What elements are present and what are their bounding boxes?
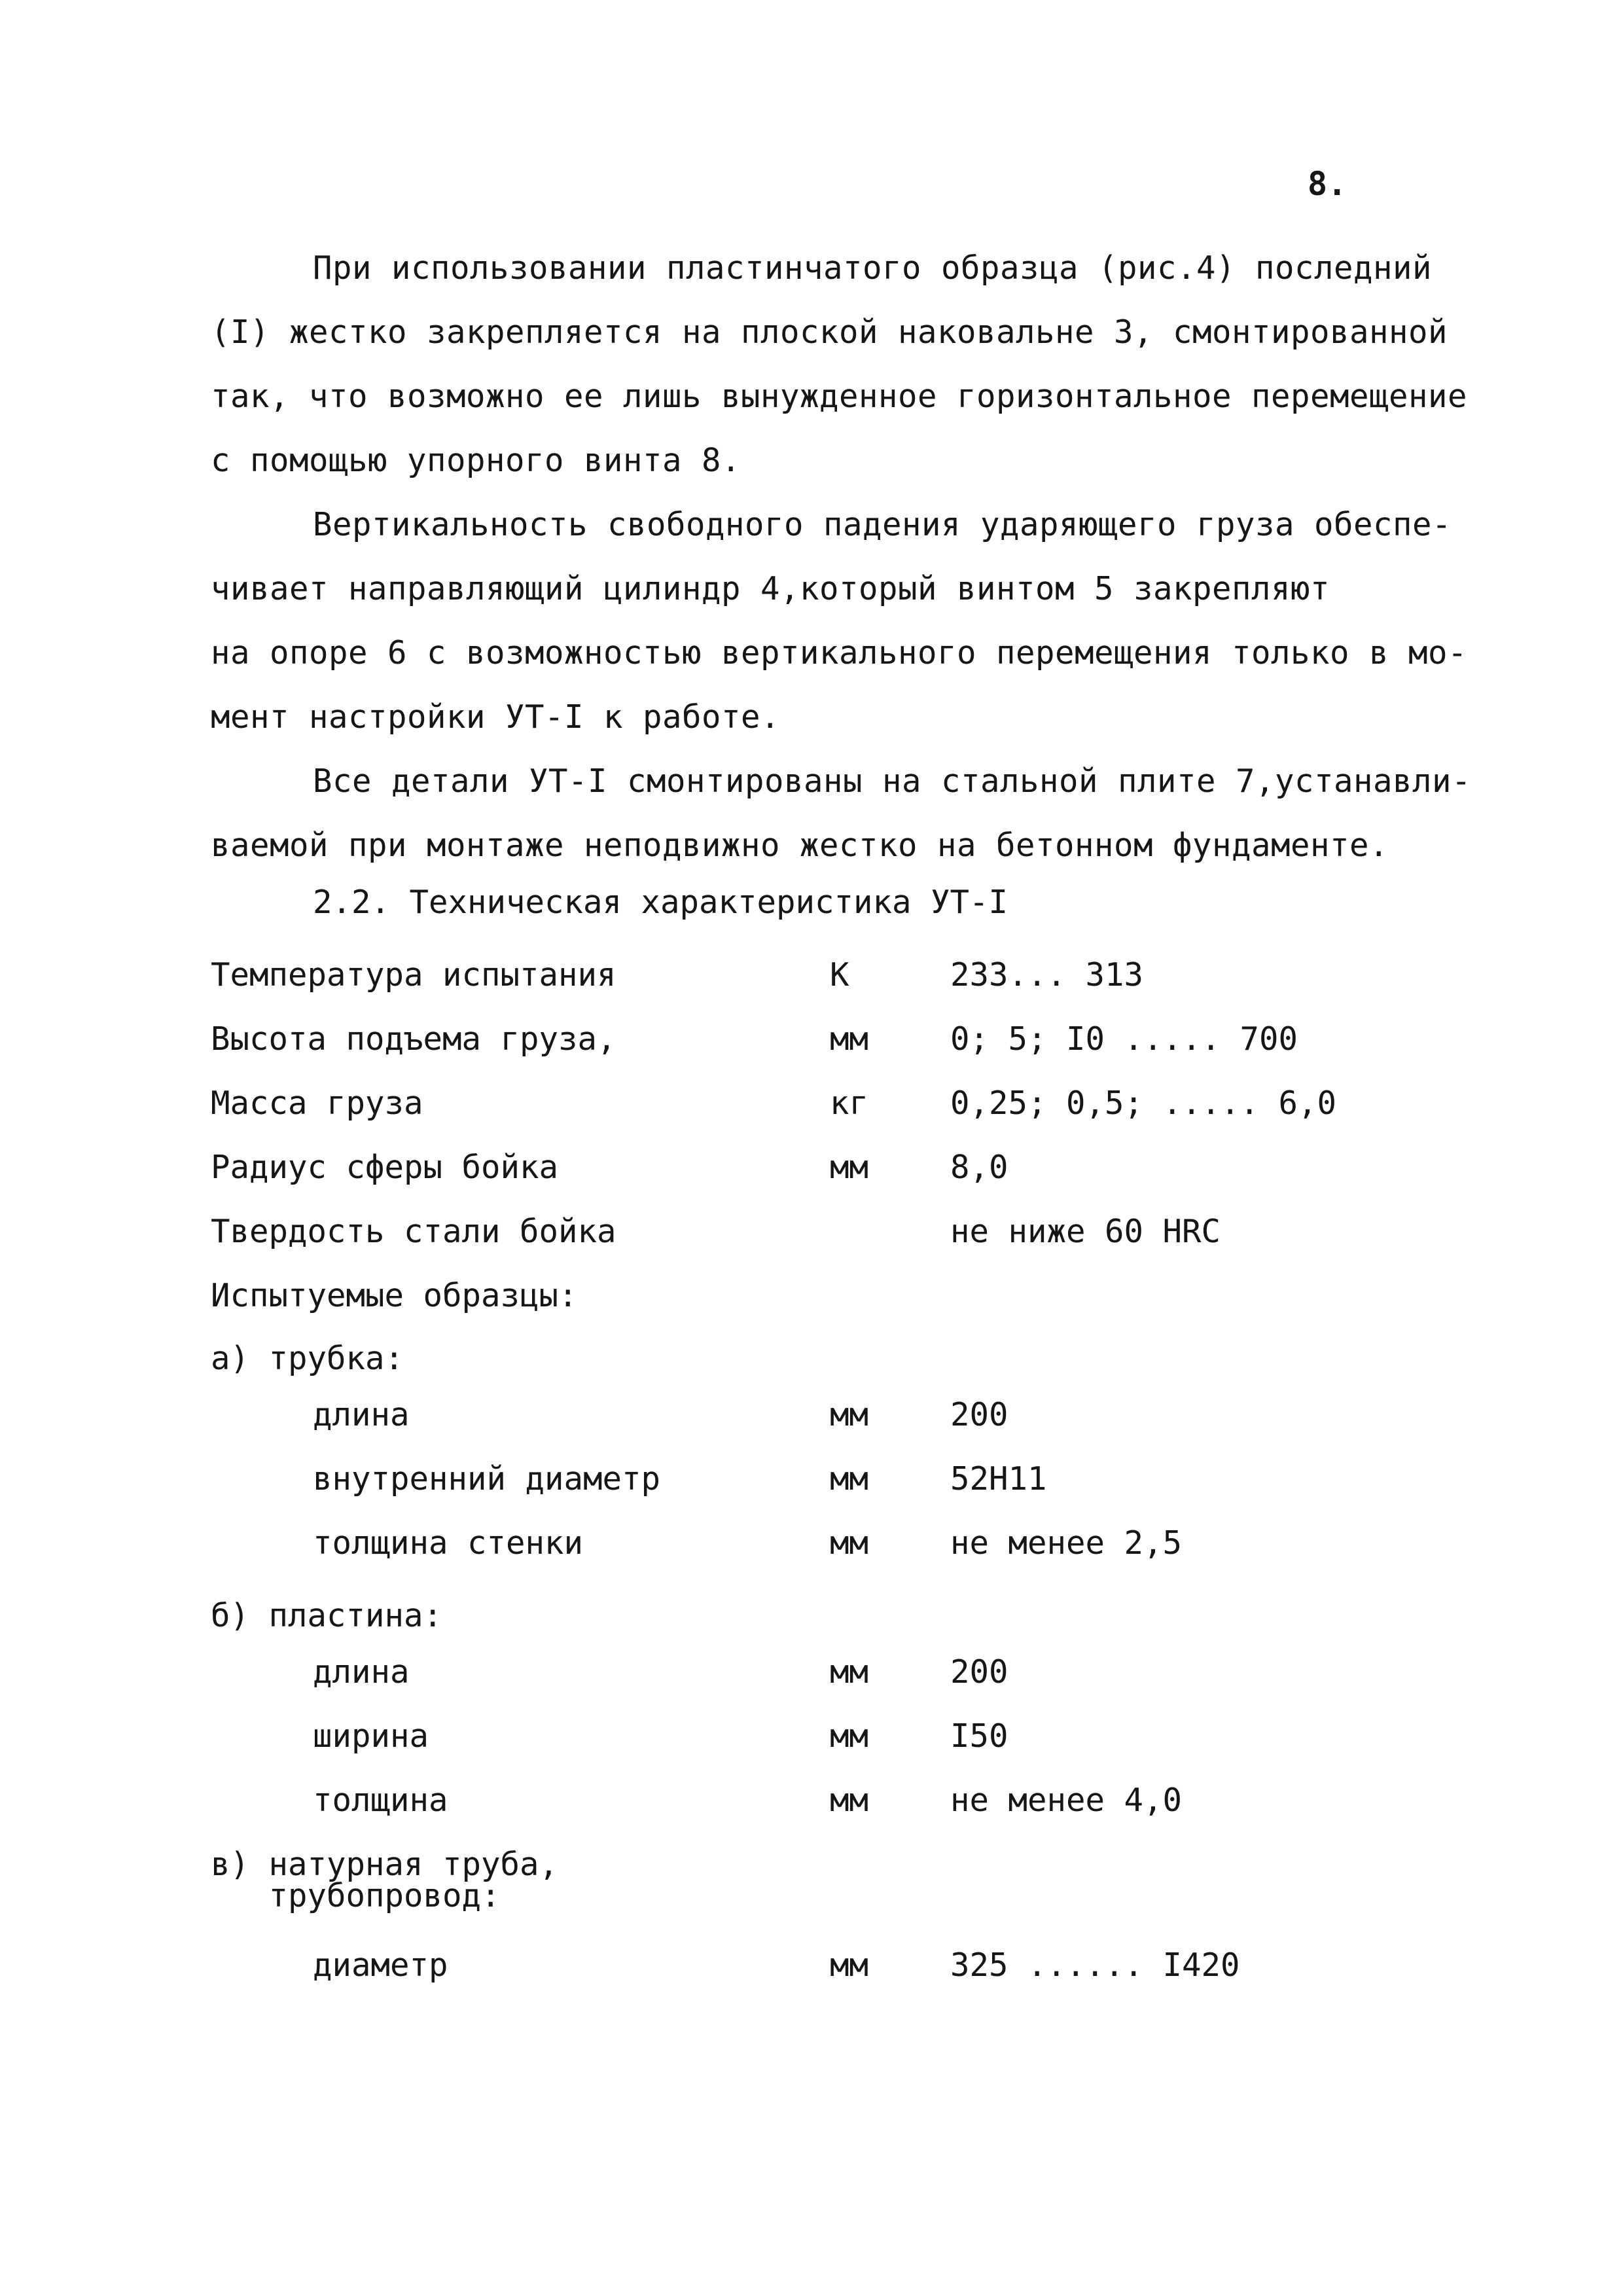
- group-label-pipe-continued: трубопровод:: [211, 1877, 501, 1914]
- paragraph-line: (I) жестко закрепляется на плоской наковальне 3, смонтированной: [211, 314, 1448, 351]
- group-label-tube: а) трубка:: [211, 1340, 404, 1377]
- spec-unit: мм: [830, 1653, 869, 1691]
- spec-value: 200: [950, 1396, 1008, 1433]
- paragraph-line: При использовании пластинчатого образца (рис.4) последний: [313, 249, 1433, 287]
- spec-name: длина: [313, 1653, 410, 1691]
- spec-unit: мм: [830, 1020, 869, 1058]
- spec-name: толщина стенки: [313, 1524, 584, 1562]
- paragraph-line: Вертикальность свободного падения ударяющего груза обеспе-: [313, 506, 1452, 543]
- spec-name: внутренний диаметр: [313, 1460, 661, 1498]
- section-heading: 2.2. Техническая характеристика УТ-I: [313, 884, 1008, 921]
- spec-unit: мм: [830, 1946, 869, 1984]
- spec-name: толщина: [313, 1782, 448, 1819]
- spec-name: Масса груза: [211, 1085, 423, 1122]
- spec-value: 200: [950, 1653, 1008, 1691]
- spec-value: 233... 313: [950, 956, 1144, 994]
- spec-value: 325 ...... I420: [950, 1946, 1240, 1984]
- paragraph-line: мент настройки УТ-I к работе.: [211, 698, 781, 736]
- paragraph-line: Все детали УТ-I смонтированы на стальной плите 7,устанавли-: [313, 762, 1472, 800]
- spec-name: Радиус сферы бойка: [211, 1149, 559, 1186]
- spec-name: Температура испытания: [211, 956, 616, 994]
- spec-value: 52Н11: [950, 1460, 1047, 1498]
- paragraph-line: чивает направляющий цилиндр 4,который винтом 5 закрепляют: [211, 570, 1330, 607]
- spec-unit: К: [830, 956, 849, 994]
- spec-unit: мм: [830, 1149, 869, 1186]
- paragraph-line: так, что возможно ее лишь вынужденное горизонтальное перемещение: [211, 378, 1468, 415]
- spec-value: не ниже 60 HRC: [950, 1213, 1221, 1250]
- paragraph-line: ваемой при монтаже неподвижно жестко на бетонном фундаменте.: [211, 827, 1389, 864]
- spec-value: 8,0: [950, 1149, 1008, 1186]
- spec-name: Высота подъема груза,: [211, 1020, 616, 1058]
- paragraph-line: на опоре 6 с возможностью вертикального перемещения только в мо-: [211, 634, 1468, 672]
- spec-value: I50: [950, 1717, 1008, 1755]
- spec-value: 0; 5; I0 ..... 700: [950, 1020, 1298, 1058]
- spec-unit: мм: [830, 1782, 869, 1819]
- spec-name: длина: [313, 1396, 410, 1433]
- group-label-plate: б) пластина:: [211, 1597, 443, 1634]
- spec-name: ширина: [313, 1717, 429, 1755]
- group-label-pipe: в) натурная труба,: [211, 1846, 559, 1883]
- spec-unit: мм: [830, 1524, 869, 1562]
- page-number: 8.: [1308, 165, 1347, 203]
- spec-name: Испытуемые образцы:: [211, 1277, 578, 1314]
- spec-unit: мм: [830, 1717, 869, 1755]
- paragraph-line: с помощью упорного винта 8.: [211, 442, 741, 479]
- spec-unit: кг: [830, 1085, 869, 1122]
- spec-value: не менее 2,5: [950, 1524, 1183, 1562]
- spec-name: Твердость стали бойка: [211, 1213, 616, 1250]
- spec-value: не менее 4,0: [950, 1782, 1183, 1819]
- spec-name: диаметр: [313, 1946, 448, 1984]
- spec-unit: мм: [830, 1396, 869, 1433]
- spec-value: 0,25; 0,5; ..... 6,0: [950, 1085, 1337, 1122]
- spec-unit: мм: [830, 1460, 869, 1498]
